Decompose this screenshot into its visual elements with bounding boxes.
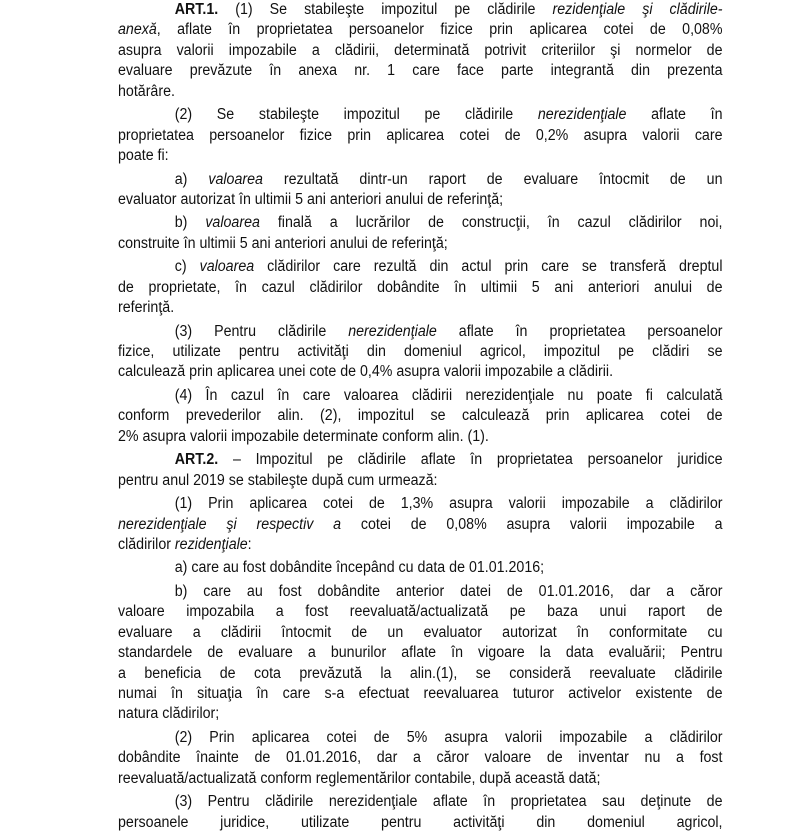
art1-para3-line1: (3) Pentru clădirile nerezidenţiale aflate în proprietatea persoanelor: [174, 322, 723, 340]
art2-para1-line1: (1) Prin aplicarea cotei de 1,3% asupra valorii impozabile a clădirilor: [174, 495, 723, 513]
art1-item-c-line1: c) valoarea clădirilor care rezultă din actul prin care se transferă dreptul: [174, 258, 723, 276]
art2-item-b-line4: standardele de evaluare a bunurilor aflate în vigoare la data evaluării; Pentru: [118, 644, 723, 662]
art2-para2-line3: reevaluată/actualizată conform reglementărilor contabile, după această dată;: [118, 769, 601, 787]
art1-item-a-line1: a) valoarea rezultată dintr-un raport de evaluare întocmit de un: [174, 170, 723, 188]
art2-heading: ART.2.: [174, 451, 219, 469]
art1-para3-line3: calculează prin aplicarea unei cote de 0,4% asupra valorii impozabile a clădirii.: [118, 363, 614, 381]
art1-para4-line2: conform prevederilor alin. (2), impozitul se calculează prin aplicarea cotei de: [118, 407, 723, 425]
art2-para3-line1: (3) Pentru clădirile nerezidenţiale aflate în proprietatea sau deţinute de: [174, 793, 723, 811]
art2-item-b-line1: b) care au fost dobândite anterior datei de 01.01.2016, dar a căror: [174, 582, 723, 600]
art1-item-b-line2: construite în ultimii 5 ani anteriori anului de referinţă;: [118, 234, 448, 252]
art1-item-b-line1: b) valoarea finală a lucrărilor de construcţii, în cazul clădirilor noi,: [174, 214, 723, 232]
art1-para1-line2: anexă, aflate în proprietatea persoanelor fizice prin aplicarea cotei de 0,08%: [118, 21, 723, 39]
art2-item-b-line5: a beneficia de cota prevăzută la alin.(1), se consideră reevaluate clădirile: [118, 664, 723, 682]
art2-para2-line2: dobândite înainte de 01.01.2016, dar a căror valoare de inventar nu a fost: [118, 749, 723, 767]
art2-intro-line2: pentru anul 2019 se stabileşte după cum urmează:: [118, 471, 438, 489]
art1-item-a-line2: evaluator autorizat în ultimii 5 ani anteriori anului de referinţă;: [118, 190, 504, 208]
art1-item-c-line3: referinţă.: [118, 299, 175, 317]
art1-para4-line3: 2% asupra valorii impozabile determinate conform alin. (1).: [118, 427, 489, 445]
art1-para4-line1: (4) În cazul în care valoarea clădirii nerezidenţiale nu poate fi calculată: [174, 386, 723, 404]
art1-para2-line1: (2) Se stabileşte impozitul pe clădirile nerezidenţiale aflate în: [174, 106, 723, 124]
art1-para3-line2: fizice, utilizate pentru activităţi din domeniul agricol, impozitul pe clădiri se: [118, 343, 723, 360]
art1-para2-line3: poate fi:: [118, 147, 169, 165]
art2-para1-line2: nerezidenţiale şi respectiv a cotei de 0,08% asupra valorii impozabile a: [118, 515, 723, 533]
art2-item-b-line3: evaluare a clădirii întocmit de un evaluator autorizat în conformitate cu: [118, 623, 723, 641]
art2-para3-line2: persoanele juridice, utilizate pentru activităţi din domeniul agricol,: [118, 813, 723, 831]
art1-para1-line4: evaluare prevăzute în anexa nr. 1 care face parte integrantă din prezenta: [118, 62, 723, 80]
art1-item-c-line2: de proprietate, în cazul clădirilor dobândite în ultimii 5 ani anteriori anului de: [118, 278, 723, 296]
art2-item-b-line6: numai în situaţia în care s-a efectuat reevaluarea tuturor activelor existente de: [118, 685, 723, 702]
art2-item-a-line1: a) care au fost dobândite începând cu data de 01.01.2016;: [174, 559, 545, 577]
art1-para1-line3: asupra valorii impozabile a clădirii, determinată potrivit criteriilor şi normelor de: [118, 41, 723, 59]
art2-item-b-line2: valoare impozabila a fost reevaluată/actualizată pe baza unui raport de: [118, 603, 723, 621]
art1-para2-line2: proprietatea persoanelor fizice prin aplicarea cotei de 0,2% asupra valorii care: [118, 126, 723, 144]
art2-para2-line1: (2) Prin aplicarea cotei de 5% asupra valorii impozabile a clădirilor: [174, 728, 723, 746]
art1-heading: ART.1.: [174, 1, 219, 18]
art2-item-b-line7: natura clădirilor;: [118, 705, 220, 723]
art1-para1-line1: ART.1. (1) Se stabileşte impozitul pe clădirile rezidenţiale şi clădirile-: [174, 1, 723, 18]
art1-para1-line5: hotărâre.: [118, 82, 175, 100]
art2-para1-line3: clădirilor rezidenţiale:: [118, 535, 252, 553]
art2-intro-line1: ART.2. – Impozitul pe clădirile aflate în proprietatea persoanelor juridice: [174, 451, 723, 469]
document-page: [118, 0, 723, 833]
